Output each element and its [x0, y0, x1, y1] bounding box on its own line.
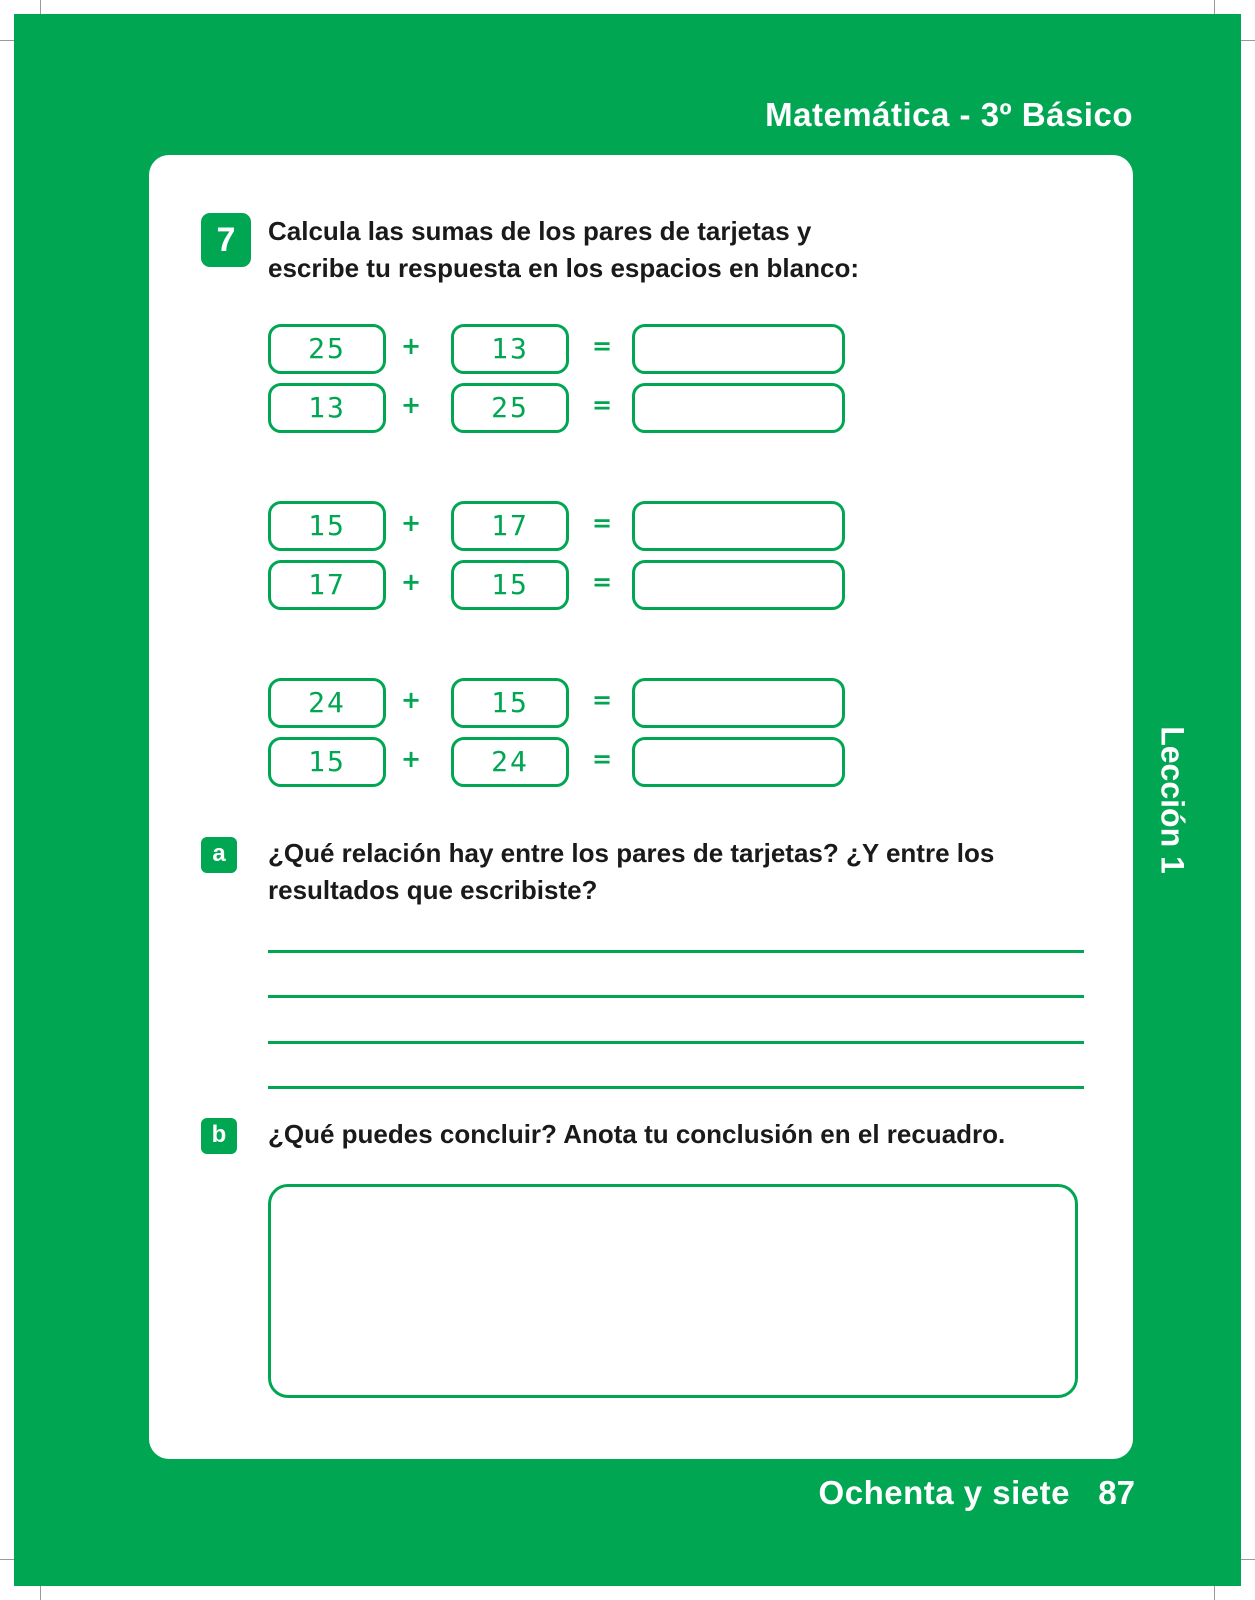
plus-sign: +	[400, 509, 422, 537]
number-card: 13	[451, 324, 569, 374]
answer-field[interactable]	[632, 383, 845, 433]
equals-sign: =	[591, 745, 613, 773]
crop-mark	[1241, 40, 1255, 41]
equals-sign: =	[591, 568, 613, 596]
number-card: 17	[451, 501, 569, 551]
sum-row	[268, 383, 868, 433]
question-a-line-2: resultados que escribiste?	[268, 875, 598, 905]
equals-sign: =	[591, 686, 613, 714]
plus-sign: +	[400, 745, 422, 773]
answer-field[interactable]	[632, 324, 845, 374]
plus-sign: +	[400, 332, 422, 360]
sum-row	[268, 737, 868, 787]
crop-mark	[1214, 1586, 1215, 1600]
question-a-text	[268, 835, 1088, 909]
question-b-text: ¿Qué puedes concluir? Anota tu conclusión en el recuadro.	[268, 1119, 1006, 1149]
crop-mark	[40, 0, 41, 14]
exercise-panel	[149, 155, 1133, 1459]
question-a-badge: a	[201, 837, 237, 873]
number-card: 17	[268, 560, 386, 610]
crop-mark	[40, 1586, 41, 1600]
lesson-side-label: Lección 1	[1154, 726, 1191, 874]
number-card: 25	[451, 383, 569, 433]
answer-field[interactable]	[632, 678, 845, 728]
header-title: Matemática - 3º Básico	[765, 96, 1133, 133]
number-card: 15	[268, 737, 386, 787]
equals-sign: =	[591, 391, 613, 419]
answer-line[interactable]	[268, 950, 1084, 953]
exercise-number-badge: 7	[201, 213, 251, 267]
conclusion-box[interactable]	[268, 1184, 1078, 1398]
number-card: 15	[451, 678, 569, 728]
sum-row	[268, 678, 868, 728]
number-card: 15	[268, 501, 386, 551]
number-card: 25	[268, 324, 386, 374]
question-a-line-1: ¿Qué relación hay entre los pares de tarjetas? ¿Y entre los	[268, 838, 995, 868]
crop-mark	[0, 1559, 14, 1560]
plus-sign: +	[400, 391, 422, 419]
answer-field[interactable]	[632, 560, 845, 610]
plus-sign: +	[400, 568, 422, 596]
instruction-line-2: escribe tu respuesta en los espacios en blanco:	[268, 253, 859, 283]
number-card: 15	[451, 560, 569, 610]
question-b-badge: b	[201, 1118, 237, 1154]
footer-page-words: Ochenta y siete	[818, 1474, 1070, 1511]
sum-row	[268, 501, 868, 551]
answer-line[interactable]	[268, 995, 1084, 998]
number-card: 24	[268, 678, 386, 728]
plus-sign: +	[400, 686, 422, 714]
footer-page-number: 87	[1098, 1474, 1135, 1511]
crop-mark	[0, 40, 14, 41]
crop-mark	[1214, 0, 1215, 14]
sum-row	[268, 324, 868, 374]
exercise-instruction	[268, 213, 1088, 287]
answer-line[interactable]	[268, 1086, 1084, 1089]
crop-mark	[1241, 1559, 1255, 1560]
equals-sign: =	[591, 332, 613, 360]
answer-line[interactable]	[268, 1041, 1084, 1044]
equals-sign: =	[591, 509, 613, 537]
sum-row	[268, 560, 868, 610]
number-card: 13	[268, 383, 386, 433]
instruction-line-1: Calcula las sumas de los pares de tarjetas y	[268, 216, 812, 246]
answer-field[interactable]	[632, 737, 845, 787]
answer-field[interactable]	[632, 501, 845, 551]
number-card: 24	[451, 737, 569, 787]
